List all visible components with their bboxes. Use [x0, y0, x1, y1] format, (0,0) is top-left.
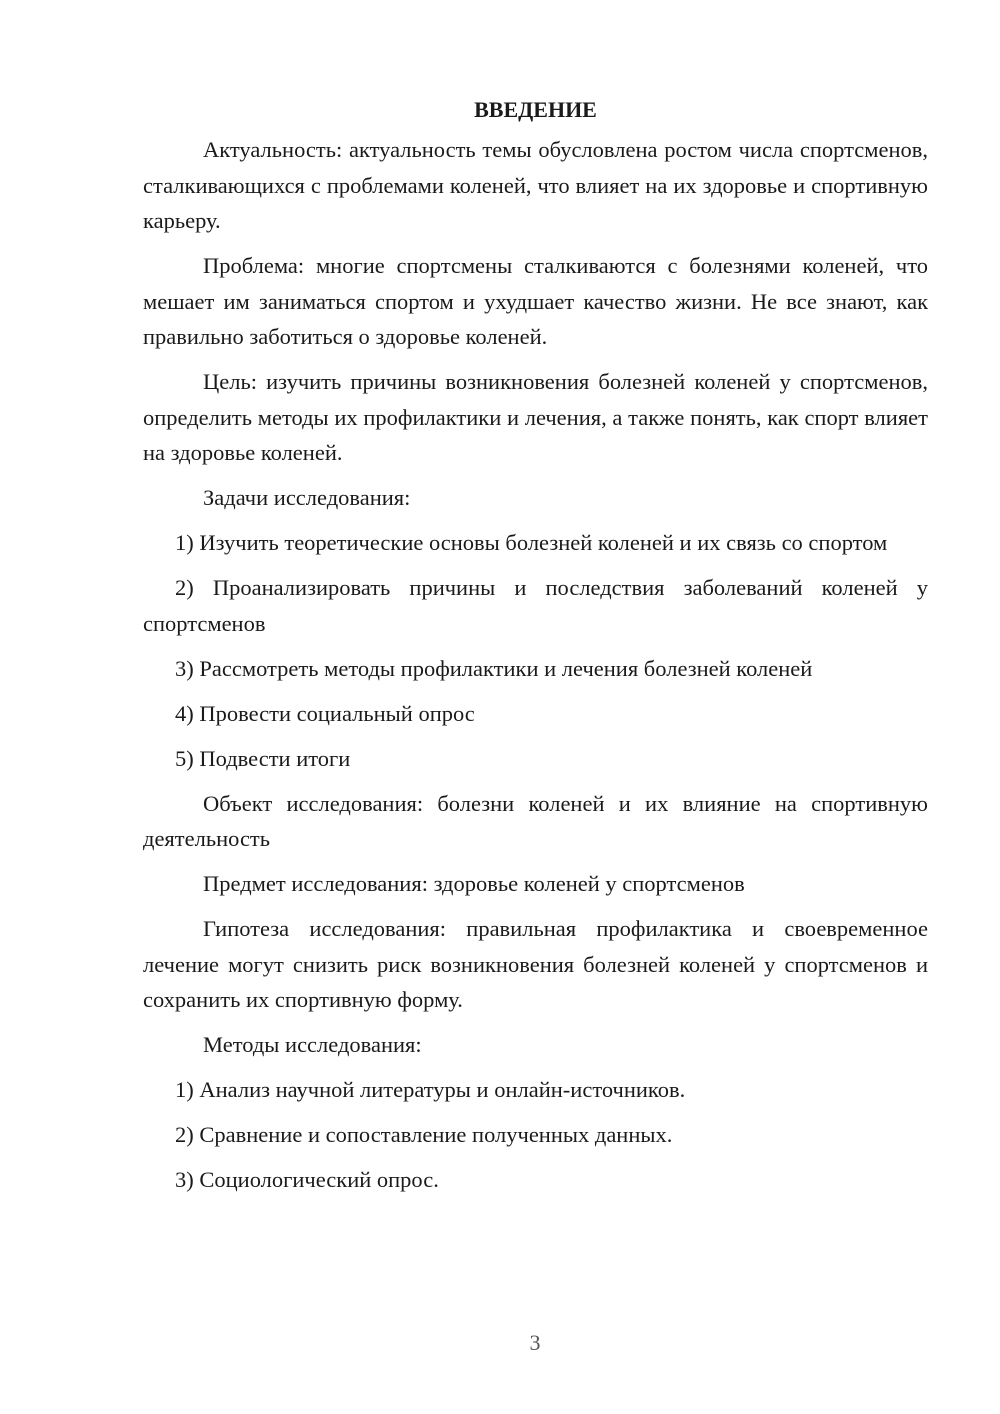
task-item-3: 3) Рассмотреть методы профилактики и лечения болезней коленей [175, 655, 813, 681]
page-title: ВВЕДЕНИЕ [474, 97, 597, 122]
relevance-paragraph: Актуальность: актуальность темы обусловлена ростом числа спортсменов, сталкивающихся с проблемами коленей, что влияет на их здоровье и спортивную карьеру. [143, 137, 928, 233]
hypothesis-paragraph: Гипотеза исследования: правильная профилактика и своевременное лечение могут снизить риск возникновения болезней коленей у спортсменов и сохранить их спортивную форму. [143, 916, 928, 1012]
task-item-1: 1) Изучить теоретические основы болезней коленей и их связь со спортом [175, 530, 888, 555]
document-page [143, 92, 928, 1207]
methods-heading: Методы исследования: [203, 1032, 422, 1057]
method-item-2: 2) Сравнение и сопоставление полученных данных. [175, 1122, 673, 1147]
method-item-3: 3) Социологический опрос. [175, 1167, 439, 1192]
task-item-5: 5) Подвести итоги [175, 745, 351, 771]
page-number: 3 [529, 1330, 541, 1355]
tasks-heading: Задачи исследования: [203, 485, 411, 510]
subject-paragraph: Предмет исследования: здоровье коленей у спортсменов [203, 871, 745, 896]
object-paragraph: Объект исследования: болезни коленей и их влияние на спортивную деятельность [143, 790, 928, 851]
problem-paragraph: Проблема: многие спортсмены сталкиваются с болезнями коленей, что мешает им заниматься спортом и ухудшает качество жизни. Не все знают, как правильно заботиться о здоровье коленей. [143, 253, 928, 349]
method-item-1: 1) Анализ научной литературы и онлайн-источников. [175, 1077, 686, 1102]
task-item-4: 4) Провести социальный опрос [175, 700, 475, 726]
task-item-2: 2) Проанализировать причины и последствия заболеваний коленей у спортсменов [143, 575, 928, 636]
goal-paragraph: Цель: изучить причины возникновения болезней коленей у спортсменов, определить методы их профилактики и лечения, а также понять, как спорт влияет на здоровье коленей. [143, 369, 928, 465]
